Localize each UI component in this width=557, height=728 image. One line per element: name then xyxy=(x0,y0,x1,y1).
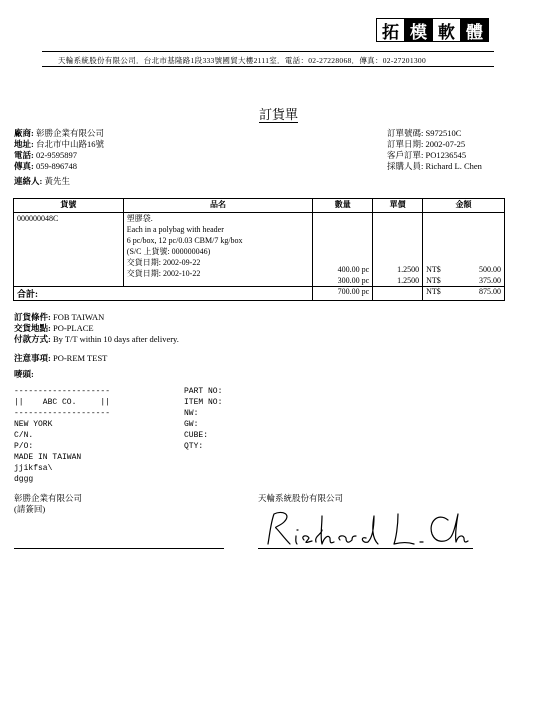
col-header-price: 單價 xyxy=(373,199,423,213)
customer-po: 客戶訂單: PO1236545 xyxy=(387,150,467,160)
col-header-qty: 數量 xyxy=(313,199,373,213)
items-table xyxy=(13,198,505,301)
vendor-address: 台北市中山路16號 xyxy=(35,139,104,149)
vendor-fax: 059-896748 xyxy=(35,161,78,171)
contact-label: 連絡人: xyxy=(14,176,43,186)
table-header-row xyxy=(14,199,505,213)
price-value: 1.2500 xyxy=(397,265,420,274)
amount-value: 375.00 xyxy=(479,276,501,285)
title-text: 訂貨單 xyxy=(258,107,298,122)
currency: NT$ xyxy=(426,265,441,274)
qty-value: 400.00 pc xyxy=(337,265,370,274)
desc-line: 塑膠袋. xyxy=(126,214,153,223)
item-amount xyxy=(423,213,505,287)
amount-line xyxy=(426,275,501,286)
item-price xyxy=(373,213,423,287)
currency: NT$ xyxy=(426,276,441,285)
col-header-code: 貨號 xyxy=(14,199,124,213)
vendor-tel-label: 電話: xyxy=(14,150,34,160)
item-code: 000000048C xyxy=(14,213,124,287)
qty-value: 300.00 pc xyxy=(337,276,370,285)
price-value: 1.2500 xyxy=(397,276,420,285)
logo-char: 體 xyxy=(460,18,489,42)
desc-line: Each in a polybag with header xyxy=(126,225,224,234)
amount-line xyxy=(426,264,501,275)
notes-label: 注意事項: xyxy=(14,353,51,363)
shipping-mark-right: PART NO: ITEM NO: NW: GW: CUBE: QTY: xyxy=(184,387,223,451)
total-price-empty xyxy=(373,287,423,301)
shipping-mark-left: -------------------- || ABC CO. || -------------------- NEW YORK C/N. P/O: MADE IN TAIWAN jjikfsa\ dggg xyxy=(14,387,111,484)
payment-label: 付款方式: xyxy=(14,334,51,344)
table-row xyxy=(14,213,505,287)
page-title xyxy=(0,104,557,123)
item-qty xyxy=(313,213,373,287)
vendor-signature-block xyxy=(14,493,82,515)
item-description xyxy=(123,213,313,287)
vendor-name-label: 廠商: xyxy=(14,128,34,138)
currency: NT$ xyxy=(426,287,441,296)
total-amount xyxy=(423,287,505,301)
vendor-sign-name: 彰勝企業有限公司 xyxy=(14,493,83,503)
header-rule-top xyxy=(42,51,494,52)
total-label: 合計: xyxy=(14,287,313,301)
shipping-mark-label: 嘜頭: xyxy=(14,369,34,379)
company-logo xyxy=(377,18,489,42)
company-info-line: 天輪系統股份有限公司．台北市基隆路1段333號國貿大樓2111室．電話：02-27228068．傳真：02-27201300 xyxy=(58,56,427,65)
vendor-sign-note: (請簽回) xyxy=(14,504,46,514)
total-amount-value: 875.00 xyxy=(479,287,501,296)
amount-value: 500.00 xyxy=(479,265,501,274)
delivery-place: PO-PLACE xyxy=(52,323,94,333)
vendor-signature-line xyxy=(14,548,224,549)
company-sign-name: 天輪系統股份有限公司 xyxy=(258,493,344,503)
order-number: 訂單號碼: S972510C xyxy=(387,128,462,138)
notes: PO-REM TEST xyxy=(52,353,108,363)
col-header-name: 品名 xyxy=(123,199,313,213)
desc-line: (S/C 上貨號: 000000046) xyxy=(126,247,211,256)
trade-terms-label: 訂貨條件: xyxy=(14,312,51,322)
total-qty: 700.00 pc xyxy=(313,287,373,301)
vendor-name: 彰勝企業有限公司 xyxy=(35,128,104,138)
delivery-place-label: 交貨地點: xyxy=(14,323,51,333)
delivery-date: 交貨日期: 2002-09-22 xyxy=(126,258,201,267)
vendor-tel: 02-9595897 xyxy=(35,150,78,160)
vendor-block xyxy=(14,128,104,187)
logo-char: 拓 xyxy=(376,18,405,42)
buyer: 採購人員: Richard L. Chen xyxy=(387,161,482,171)
logo-char: 模 xyxy=(404,18,433,42)
delivery-date: 交貨日期: 2002-10-22 xyxy=(126,269,201,278)
vendor-fax-label: 傳真: xyxy=(14,161,34,171)
total-row xyxy=(14,287,505,301)
handwritten-signature xyxy=(262,508,477,552)
trade-terms: FOB TAIWAN xyxy=(52,312,105,322)
company-signature-line xyxy=(258,548,473,549)
order-info-block xyxy=(387,128,482,172)
vendor-address-label: 地址: xyxy=(14,139,34,149)
header-rule-bottom xyxy=(42,66,494,67)
col-header-amount: 金額 xyxy=(423,199,505,213)
terms-block xyxy=(14,312,179,380)
order-date: 訂單日期: 2002-07-25 xyxy=(387,139,466,149)
contact-name: 黃先生 xyxy=(44,176,70,186)
payment-terms: By T/T within 10 days after delivery. xyxy=(52,334,179,344)
logo-char: 軟 xyxy=(432,18,461,42)
desc-line: 6 pc/box, 12 pc/0.03 CBM/7 kg/box xyxy=(126,236,243,245)
